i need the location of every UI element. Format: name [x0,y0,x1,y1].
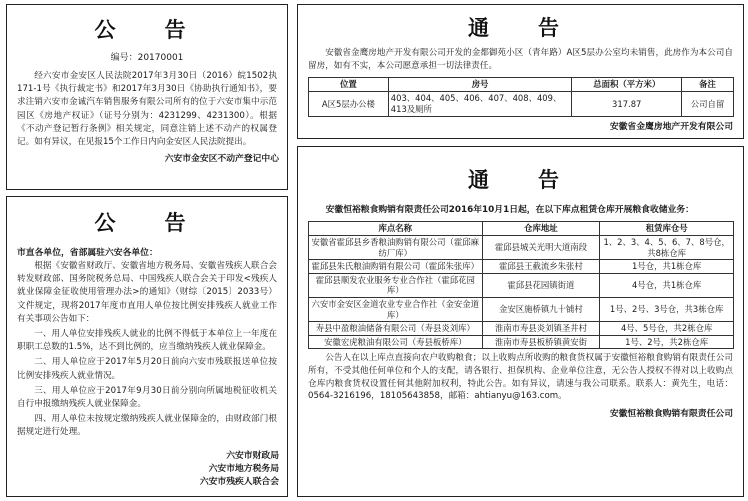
notice-title: 公 告 [94,17,200,42]
table-cell: 1号、2号、3号仓，共3栋仓库 [600,297,734,321]
notice-addressee: 市直各单位，省部属驻六安各单位： [17,248,158,258]
table-cell: 1号仓，共1栋仓库 [600,260,734,274]
table-cell: 公司自留 [682,92,734,117]
table-row [309,297,734,321]
property-table [308,77,734,117]
table-cell: 淮南市寿县板桥镇黄安街 [482,335,600,349]
notice-body: 公告人在以上库点直接向农户收购粮食；以上收购点所收购的粮食货权属于安徽恒裕粮食购销有限责任公司所有，不受其他任何单位和个人的支配，请各银行、担保机构、企业单位注意，无公告人授权不得对以上收购点仓库内粮食货权设置任何其他附加权利，特此公告。如有异议，请速与我公司联系。联系人：黄先生，电话：0564-3216196，18105643858，邮箱：ahtianyu@163.com。 [308,353,733,402]
notice-paragraph: 根据《安徽省财政厅、安徽省地方税务局、安徽省残疾人联合会转发财政部、国务院税务总局、中国残疾人联合会关于印发<残疾人就业保障金征收使用管理办法>的通知》（财综〔2015〕2033号）文件规定，现将2017年度市直用人单位按比例安排残疾人就业工作有关事项公告如下： [17,261,277,324]
table-row [309,335,734,349]
warehouse-table [308,221,734,349]
notice-signature: 六安市财政局 [226,450,279,461]
notice-number: 编号：20170001 [110,53,184,63]
table-header-row [309,78,734,92]
table-row [309,92,734,117]
notice-title: 通 告 [468,15,573,40]
table-cell: 寿县中盈粮油储备有限公司（寿县炎刘库） [309,322,483,336]
table-row [309,273,734,297]
table-cell: 1号、2号，共2栋仓库 [600,335,734,349]
table-cell: 霍邱县城关光明大道南段 [482,236,600,260]
table-cell: 安徽省霍邱县乡香粮油购销有限公司（霍邱麻纺厂库） [309,236,483,260]
table-cell: 1、2、3、4、5、6、7、8号仓，共8栋仓库 [600,236,734,260]
notice-paragraph: 三、用人单位应于2017年9月30日前分别向所属地税征收机关自行申报缴纳残疾人就业保障金。 [17,385,277,410]
notice-signature: 六安市金安区不动产登记中心 [164,154,279,165]
table-row [309,236,734,260]
table-row [309,322,734,336]
table-header: 仓库地址 [482,222,600,236]
notice-paragraph: 二、用人单位应于2017年5月20日前向六安市残联报送单位按比例安排残疾人就业情况。 [17,357,277,381]
table-cell: 金安区施桥镇九十铺村 [482,297,600,321]
notice-title: 公 告 [94,210,200,235]
table-header-row [309,222,734,236]
notice-body: 经六安市金安区人民法院2017年3月30日（2016）皖1502执171-1号《执行裁定书》和2017年3月30日《协助执行通知书》，要求注销六安市金诚汽车销售服务有限公司所有的位于六安市集中示范园区《房地产权证》（证号分别为：4231299、4231300）。根据《不动产登记暂行条例》相关规定，同意注销上述不动产的权属登记。如有异议，在见报15个工作日内向金安区人民法院提出。 [17,71,277,148]
table-header: 房号 [388,78,572,92]
table-cell: 霍邱县花园镇街道 [482,273,600,297]
notice-body: 安徽省金鹰房地产开发有限公司开发的金都御苑小区（青年路）A区5层办公室均未销售，此房作为本公司自留房，如有不实，本公司愿意承担一切法律责任。 [308,48,733,72]
table-cell: 淮南市寿县炎刘镇圣井村 [482,322,600,336]
notice-paragraph: 四、用人单位未按规定缴纳残疾人就业保障金的，由财政部门根据规定进行处理。 [17,414,277,438]
notice-disability-employment [6,196,288,497]
table-header: 租赁库仓号 [600,222,734,236]
notice-signature: 六安市残疾人联合会 [199,476,279,487]
notice-signature: 安徽恒裕粮食购销有限责任公司 [609,408,733,419]
table-cell: 4号仓，共1栋仓库 [600,273,734,297]
table-cell: 安徽宏虎粮油有限公司（寿县板桥库） [309,335,483,349]
notice-signature: 安徽省金鹰房地产开发有限公司 [609,122,733,133]
table-header: 备注 [682,78,734,92]
table-header: 位置 [309,78,389,92]
table-header: 库点名称 [309,222,483,236]
notice-signature: 六安市地方税务局 [208,463,279,474]
table-cell: 霍邱县王截流乡朱张村 [482,260,600,274]
table-cell: A区5层办公楼 [309,92,389,117]
notice-property-cancellation [6,4,288,190]
notice-paragraph: 一、用人单位安排残疾人就业的比例不得低于本单位上一年度在职职工总数的1.5%，达不到比例的，应当缴纳残疾人就业保障金。 [17,329,277,353]
notice-real-estate [297,4,744,139]
notice-title: 通 告 [468,167,573,192]
table-cell: 4号、5号仓，共2栋仓库 [600,322,734,336]
notice-lead: 安徽恒裕粮食购销有限责任公司2016年10月1日起，在以下库点租赁仓库开展粮食收储业务： [325,205,694,215]
table-row [309,260,734,274]
table-cell: 403、404、405、406、407、408、409、413及厕所 [388,92,572,117]
notice-grain-storage [297,146,744,497]
table-cell: 霍邱县顺发农业服务专业合作社（霍邱花园库） [309,273,483,297]
table-cell: 六安市金安区金道农业专业合作社（金安金道库） [309,297,483,321]
table-header: 总面积（平方米） [572,78,682,92]
table-cell: 317.87 [572,92,682,117]
table-cell: 霍邱县朱氏粮油购销有限公司（霍邱朱张库） [309,260,483,274]
